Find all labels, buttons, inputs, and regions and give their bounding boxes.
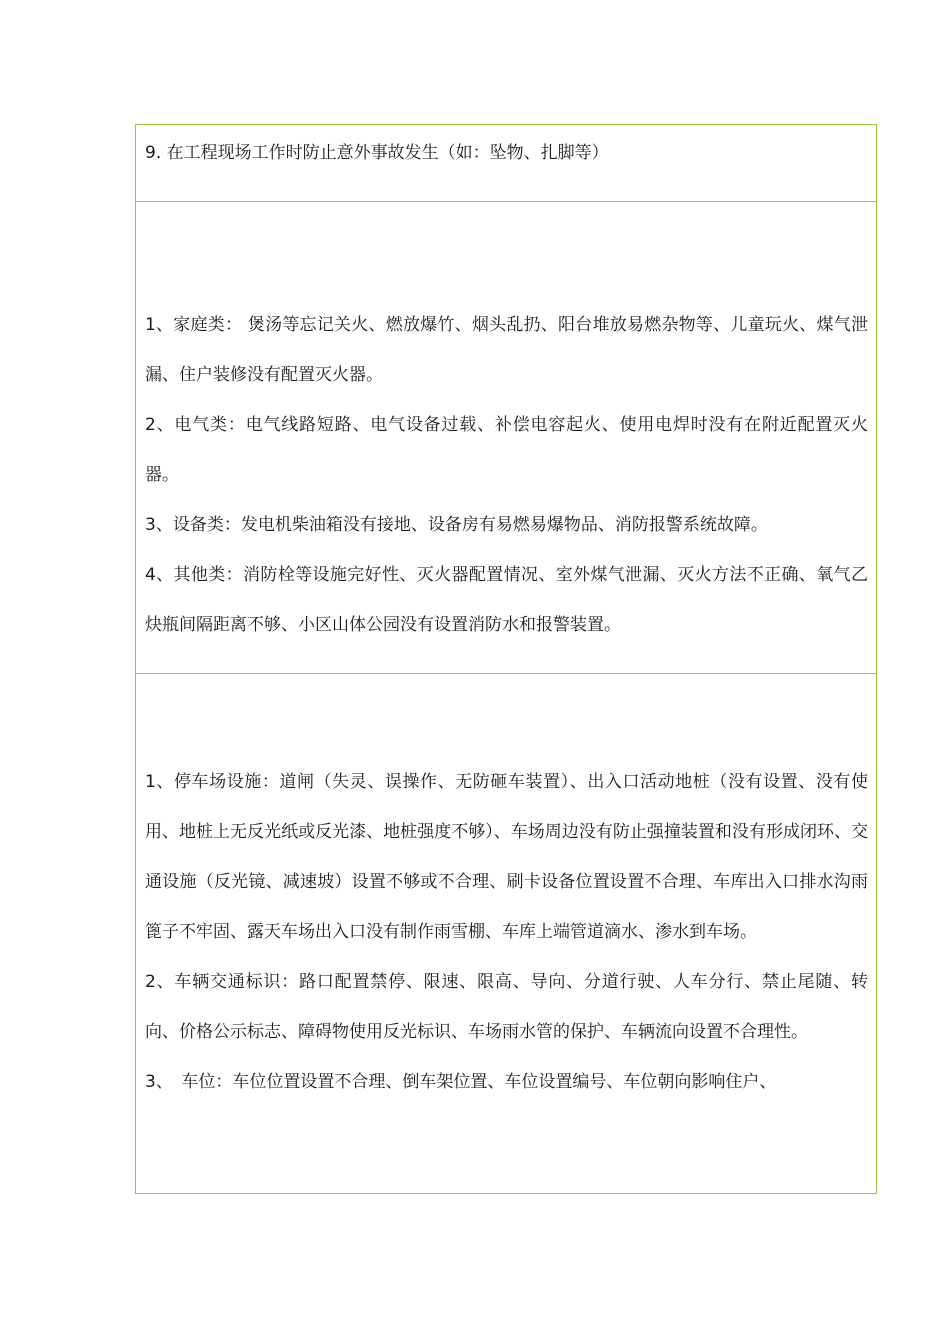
fire-hazard-equipment: 3、设备类：发电机柴油箱没有接地、设备房有易燃易爆物品、消防报警系统故障。 (145, 515, 768, 535)
fire-hazard-electrical: 2、电气类：电气线路短路、电气设备过载、补偿电容起火、使用电焊时没有在附近配置灭火器。 (145, 415, 868, 485)
fire-hazard-household: 1、家庭类： 煲汤等忘记关火、燃放爆竹、烟头乱扔、阳台堆放易燃杂物等、儿童玩火、煤气泄漏、住户装修没有配置灭火器。 (145, 315, 868, 385)
table-row-fire-hazards (136, 201, 876, 673)
parking-hazard-traffic-signs: 2、车辆交通标识：路口配置禁停、限速、限高、导向、分道行驶、人车分行、禁止尾随、转向、价格公示标志、障碍物使用反光标识、车场雨水管的保护、车辆流向设置不合理性。 (145, 972, 868, 1042)
parking-hazard-facilities: 1、停车场设施：道闸（失灵、误操作、无防砸车装置）、出入口活动地桩（没有设置、没有使用、地桩上无反光纸或反光漆、地桩强度不够）、车场周边没有防止强撞装置和没有形成闭环、交通设施（反光镜、减速坡）设置不够或不合理、刷卡设备位置设置不合理、车库出入口排水沟雨篦子不牢固、露天车场出入口没有制作雨雪棚、车库上端管道滴水、渗水到车场。 (145, 772, 868, 942)
fire-hazard-other: 4、其他类：消防栓等设施完好性、灭火器配置情况、室外煤气泄漏、灭火方法不正确、氧气乙炔瓶间隔距离不够、小区山体公园没有设置消防水和报警装置。 (145, 565, 868, 635)
hazard-table (135, 124, 877, 1194)
table-row-heading (136, 125, 876, 201)
parking-hazard-spaces: 3、 车位：车位位置设置不合理、倒车架位置、车位设置编号、车位朝向影响住户、 (145, 1072, 777, 1092)
table-row-parking-hazards (136, 673, 876, 1193)
section-heading: 9. 在工程现场工作时防止意外事故发生（如：坠物、扎脚等） (145, 143, 609, 163)
